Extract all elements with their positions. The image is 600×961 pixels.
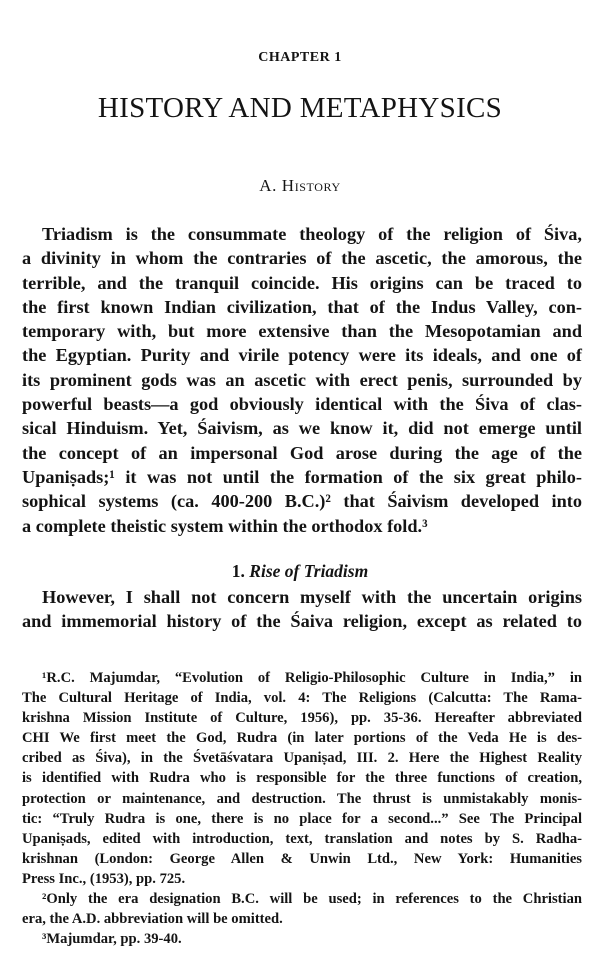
paragraph-line: and immemorial history of the Śaiva religion, except as related to — [22, 611, 582, 632]
paragraph-line: the Egyptian. Purity and virile potency were its ideals, and one of — [22, 345, 582, 366]
paragraph-line: Upaniṣads;¹ it was not until the formation of the six great philo- — [22, 466, 582, 487]
footnote-line: The Cultural Heritage of India, vol. 4: The Religions (Calcutta: The Rama- — [22, 690, 582, 707]
footnote-line: cribed as Śiva), in the Śvetāśvatara Upaniṣad, III. 2. Here the Highest Reality — [22, 750, 582, 767]
subsection-heading — [0, 561, 600, 582]
paragraph-line: sical Hinduism. Yet, Śaivism, as we know it, did not emerge until — [22, 418, 582, 439]
footnote-line: krishna Mission Institute of Culture, 1956), pp. 35-36. Hereafter abbreviated — [22, 710, 582, 727]
footnote-line: CHI We first meet the God, Rudra (in later portions of the Veda He is des- — [22, 730, 582, 747]
footnote-line: krishnan (London: George Allen & Unwin Ltd., New York: Humanities — [22, 850, 582, 867]
paragraph-line: Triadism is the consummate theology of the religion of Śiva, — [42, 224, 582, 244]
footnote-line: era, the A.D. abbreviation will be omitted. — [22, 911, 283, 928]
paragraph-line: its prominent gods was an ascetic with erect penis, surrounded by — [22, 369, 582, 390]
paragraph-line: sophical systems (ca. 400-200 B.C.)² that Śaivism developed into — [22, 491, 582, 512]
paragraph-line: temporary with, but more extensive than the Mesopotamian and — [22, 321, 582, 342]
chapter-title: HISTORY AND METAPHYSICS — [97, 92, 503, 124]
paragraph-line: a divinity in whom the contraries of the ascetic, the amorous, the — [22, 248, 582, 269]
footnote-line: protection or maintenance, and destruction. The thrust is unmistakably monis- — [22, 790, 582, 807]
footnote-line: Press Inc., (1953), pp. 725. — [22, 870, 186, 887]
section-heading: A. History — [259, 176, 341, 195]
footnote-line: ¹R.C. Majumdar, “Evolution of Religio-Philosophic Culture in India,” in — [42, 670, 582, 686]
footnote-line: tic: “Truly Rudra is one, there is no place for a second...” See The Principal — [22, 810, 582, 827]
subsection-title: Rise of Triadism — [249, 561, 369, 581]
footnote-line: ³Majumdar, pp. 39-40. — [42, 931, 182, 948]
footnote-line: is identified with Rudra who is responsible for the three functions of creation, — [22, 770, 582, 787]
paragraph-line: However, I shall not concern myself with the uncertain origins — [42, 587, 582, 607]
paragraph-line: powerful beasts—a god obviously identical with the Śiva of clas- — [22, 394, 582, 415]
paragraph-line: a complete theistic system within the orthodox fold.³ — [22, 515, 428, 536]
chapter-label: CHAPTER 1 — [258, 50, 342, 65]
footnotes — [22, 668, 582, 949]
subsection-number: 1. — [231, 561, 245, 581]
paragraph-2 — [22, 585, 582, 634]
paragraph-1 — [22, 222, 582, 538]
footnote-line: Upaniṣads, edited with introduction, text, translation and notes by S. Radha- — [22, 830, 582, 847]
paragraph-line: the concept of an impersonal God arose during the age of the — [22, 442, 582, 463]
paragraph-line: the first known Indian civilization, that of the Indus Valley, con- — [22, 296, 582, 317]
footnote-line: ²Only the era designation B.C. will be used; in references to the Christian — [42, 891, 582, 908]
paragraph-line: terrible, and the tranquil coincide. His origins can be traced to — [22, 272, 582, 293]
